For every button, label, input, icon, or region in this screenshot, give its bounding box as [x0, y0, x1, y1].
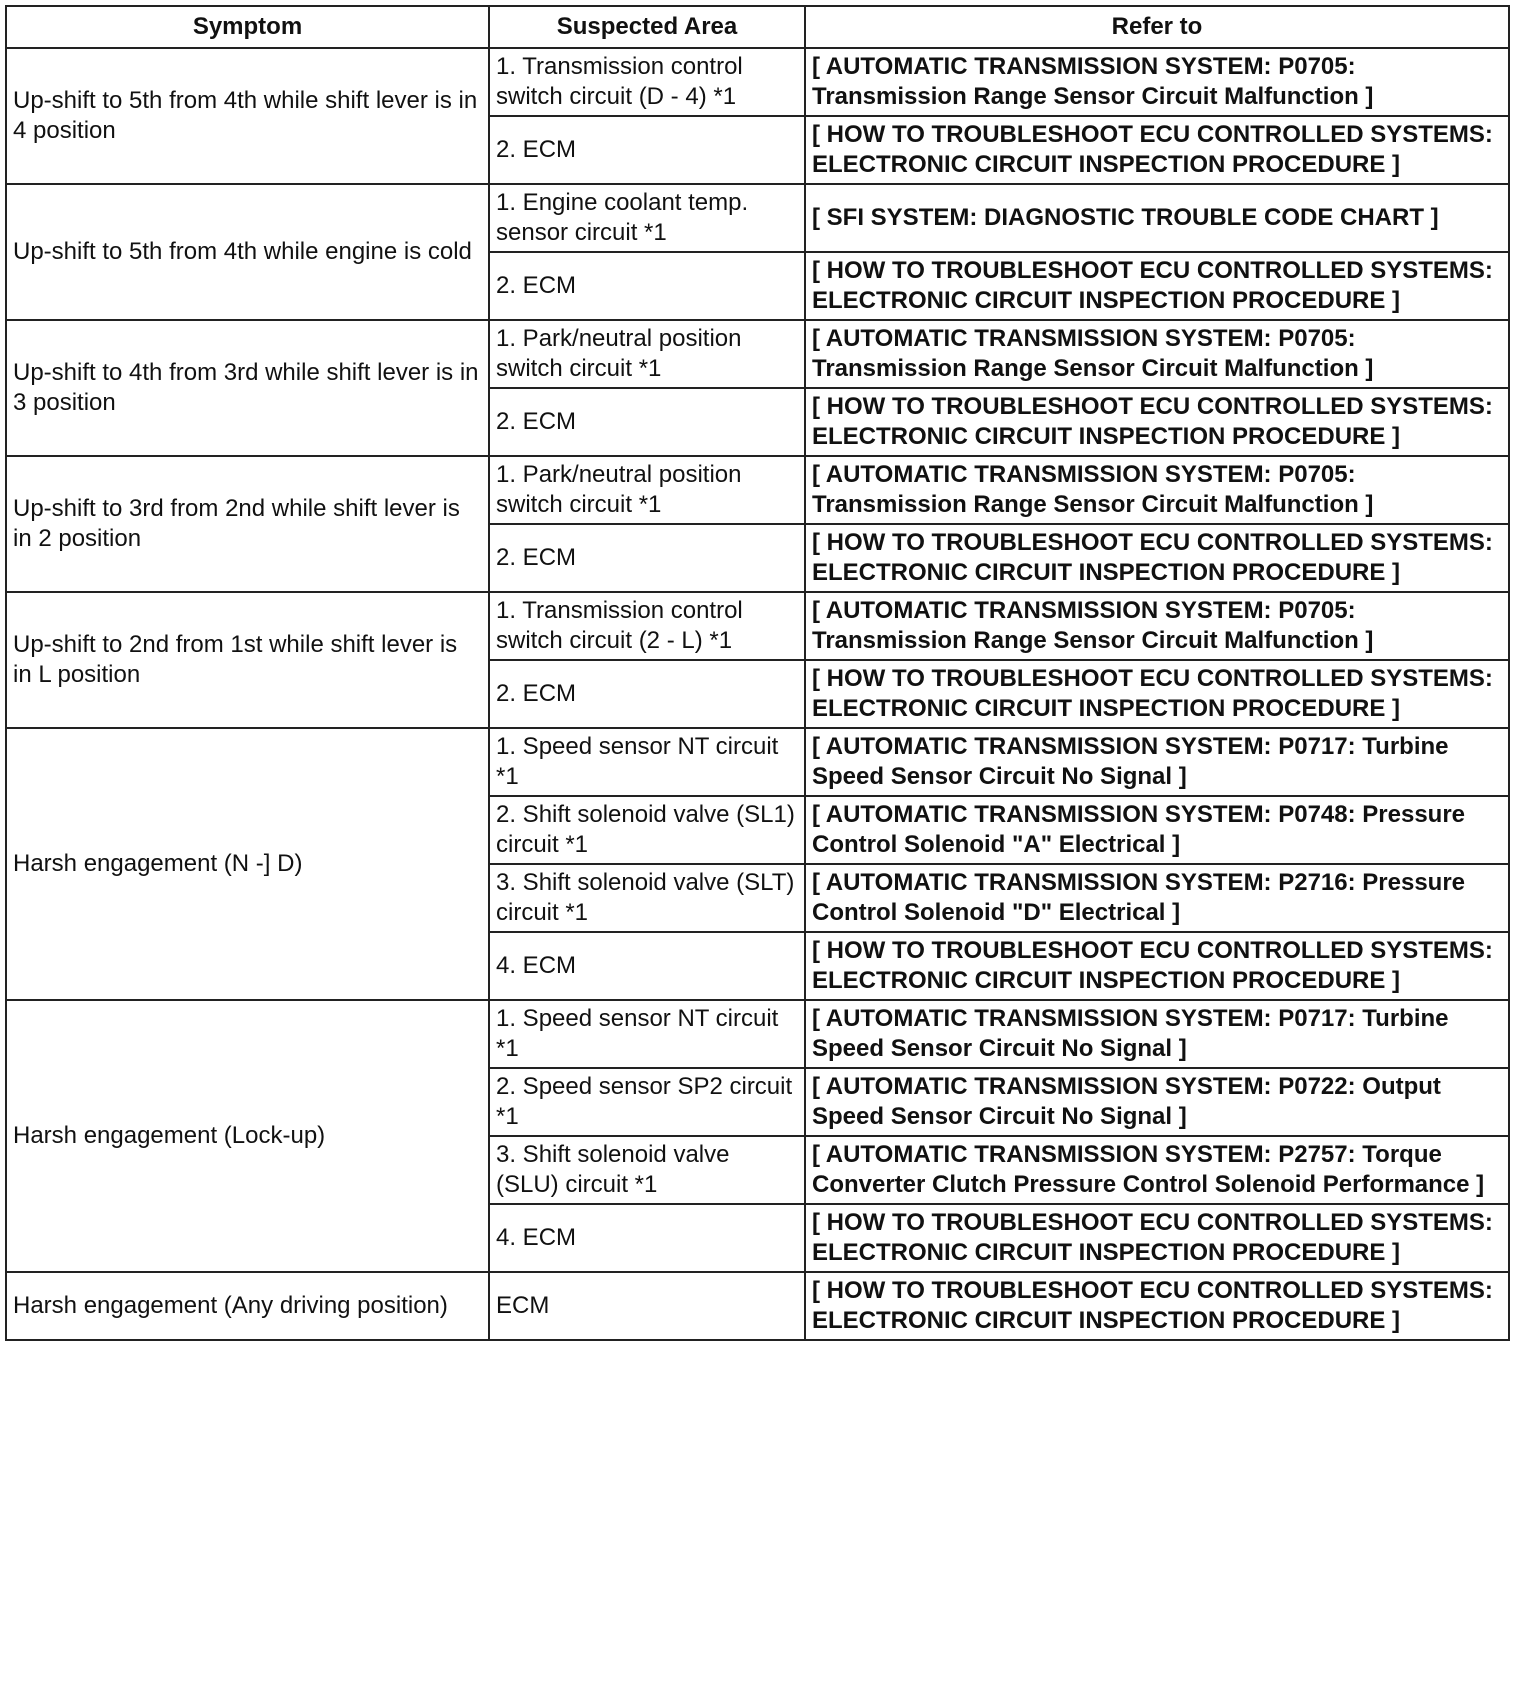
- refer-to-cell: [ AUTOMATIC TRANSMISSION SYSTEM: P2757: Torque Converter Clutch Pressure Control Solenoid Performance ]: [805, 1136, 1509, 1204]
- refer-to-cell: [ HOW TO TROUBLESHOOT ECU CONTROLLED SYSTEMS: ELECTRONIC CIRCUIT INSPECTION PROCEDURE ]: [805, 116, 1509, 184]
- refer-to-cell: [ AUTOMATIC TRANSMISSION SYSTEM: P0722: Output Speed Sensor Circuit No Signal ]: [805, 1068, 1509, 1136]
- suspected-area-cell: 1. Speed sensor NT circuit *1: [489, 1000, 805, 1068]
- refer-to-cell: [ HOW TO TROUBLESHOOT ECU CONTROLLED SYSTEMS: ELECTRONIC CIRCUIT INSPECTION PROCEDURE ]: [805, 1272, 1509, 1340]
- suspected-area-cell: 3. Shift solenoid valve (SLU) circuit *1: [489, 1136, 805, 1204]
- refer-to-cell: [ HOW TO TROUBLESHOOT ECU CONTROLLED SYSTEMS: ELECTRONIC CIRCUIT INSPECTION PROCEDURE ]: [805, 524, 1509, 592]
- refer-to-cell: [ AUTOMATIC TRANSMISSION SYSTEM: P0717: Turbine Speed Sensor Circuit No Signal ]: [805, 1000, 1509, 1068]
- suspected-area-cell: 1. Park/neutral position switch circuit *1: [489, 320, 805, 388]
- refer-to-cell: [ HOW TO TROUBLESHOOT ECU CONTROLLED SYSTEMS: ELECTRONIC CIRCUIT INSPECTION PROCEDURE ]: [805, 932, 1509, 1000]
- symptom-cell: Harsh engagement (Lock-up): [6, 1000, 489, 1272]
- symptom-cell: Up-shift to 2nd from 1st while shift lever is in L position: [6, 592, 489, 728]
- suspected-area-cell: 1. Speed sensor NT circuit *1: [489, 728, 805, 796]
- refer-to-cell: [ AUTOMATIC TRANSMISSION SYSTEM: P0705: Transmission Range Sensor Circuit Malfunction ]: [805, 320, 1509, 388]
- symptom-table: [5, 5, 1510, 1341]
- refer-to-cell: [ HOW TO TROUBLESHOOT ECU CONTROLLED SYSTEMS: ELECTRONIC CIRCUIT INSPECTION PROCEDURE ]: [805, 1204, 1509, 1272]
- suspected-area-cell: 2. Shift solenoid valve (SL1) circuit *1: [489, 796, 805, 864]
- suspected-area-cell: 2. ECM: [489, 660, 805, 728]
- refer-to-cell: [ AUTOMATIC TRANSMISSION SYSTEM: P0705: Transmission Range Sensor Circuit Malfunction ]: [805, 592, 1509, 660]
- suspected-area-cell: 4. ECM: [489, 1204, 805, 1272]
- suspected-area-cell: 2. ECM: [489, 388, 805, 456]
- suspected-area-cell: 2. Speed sensor SP2 circuit *1: [489, 1068, 805, 1136]
- suspected-area-cell: 1. Engine coolant temp. sensor circuit *1: [489, 184, 805, 252]
- refer-to-cell: [ AUTOMATIC TRANSMISSION SYSTEM: P0748: Pressure Control Solenoid "A" Electrical ]: [805, 796, 1509, 864]
- symptom-cell: Up-shift to 3rd from 2nd while shift lever is in 2 position: [6, 456, 489, 592]
- suspected-area-cell: 2. ECM: [489, 524, 805, 592]
- refer-to-cell: [ AUTOMATIC TRANSMISSION SYSTEM: P0705: Transmission Range Sensor Circuit Malfunction ]: [805, 456, 1509, 524]
- refer-to-cell: [ HOW TO TROUBLESHOOT ECU CONTROLLED SYSTEMS: ELECTRONIC CIRCUIT INSPECTION PROCEDURE ]: [805, 252, 1509, 320]
- suspected-area-cell: 2. ECM: [489, 116, 805, 184]
- table-row: [6, 1000, 1509, 1068]
- table-row: [6, 592, 1509, 660]
- refer-to-cell: [ HOW TO TROUBLESHOOT ECU CONTROLLED SYSTEMS: ELECTRONIC CIRCUIT INSPECTION PROCEDURE ]: [805, 660, 1509, 728]
- symptom-cell: Harsh engagement (Any driving position): [6, 1272, 489, 1340]
- symptom-cell: Up-shift to 4th from 3rd while shift lever is in 3 position: [6, 320, 489, 456]
- suspected-area-cell: 2. ECM: [489, 252, 805, 320]
- refer-to-cell: [ HOW TO TROUBLESHOOT ECU CONTROLLED SYSTEMS: ELECTRONIC CIRCUIT INSPECTION PROCEDURE ]: [805, 388, 1509, 456]
- symptom-cell: Up-shift to 5th from 4th while engine is cold: [6, 184, 489, 320]
- header-refer-to: Refer to: [805, 6, 1509, 48]
- symptom-cell: Up-shift to 5th from 4th while shift lever is in 4 position: [6, 48, 489, 184]
- suspected-area-cell: 1. Transmission control switch circuit (2 - L) *1: [489, 592, 805, 660]
- table-row: [6, 1272, 1509, 1340]
- refer-to-cell: [ SFI SYSTEM: DIAGNOSTIC TROUBLE CODE CHART ]: [805, 184, 1509, 252]
- table-header-row: [6, 6, 1509, 48]
- troubleshooting-table-sheet: [5, 5, 1508, 1341]
- refer-to-cell: [ AUTOMATIC TRANSMISSION SYSTEM: P2716: Pressure Control Solenoid "D" Electrical ]: [805, 864, 1509, 932]
- table-row: [6, 184, 1509, 252]
- refer-to-cell: [ AUTOMATIC TRANSMISSION SYSTEM: P0717: Turbine Speed Sensor Circuit No Signal ]: [805, 728, 1509, 796]
- table-row: [6, 48, 1509, 116]
- suspected-area-cell: 3. Shift solenoid valve (SLT) circuit *1: [489, 864, 805, 932]
- table-row: [6, 456, 1509, 524]
- table-row: [6, 320, 1509, 388]
- symptom-cell: Harsh engagement (N -] D): [6, 728, 489, 1000]
- suspected-area-cell: 1. Park/neutral position switch circuit *1: [489, 456, 805, 524]
- suspected-area-cell: 1. Transmission control switch circuit (D - 4) *1: [489, 48, 805, 116]
- header-symptom: Symptom: [6, 6, 489, 48]
- table-body: [6, 48, 1509, 1340]
- suspected-area-cell: ECM: [489, 1272, 805, 1340]
- table-row: [6, 728, 1509, 796]
- suspected-area-cell: 4. ECM: [489, 932, 805, 1000]
- header-suspected-area: Suspected Area: [489, 6, 805, 48]
- refer-to-cell: [ AUTOMATIC TRANSMISSION SYSTEM: P0705: Transmission Range Sensor Circuit Malfunction ]: [805, 48, 1509, 116]
